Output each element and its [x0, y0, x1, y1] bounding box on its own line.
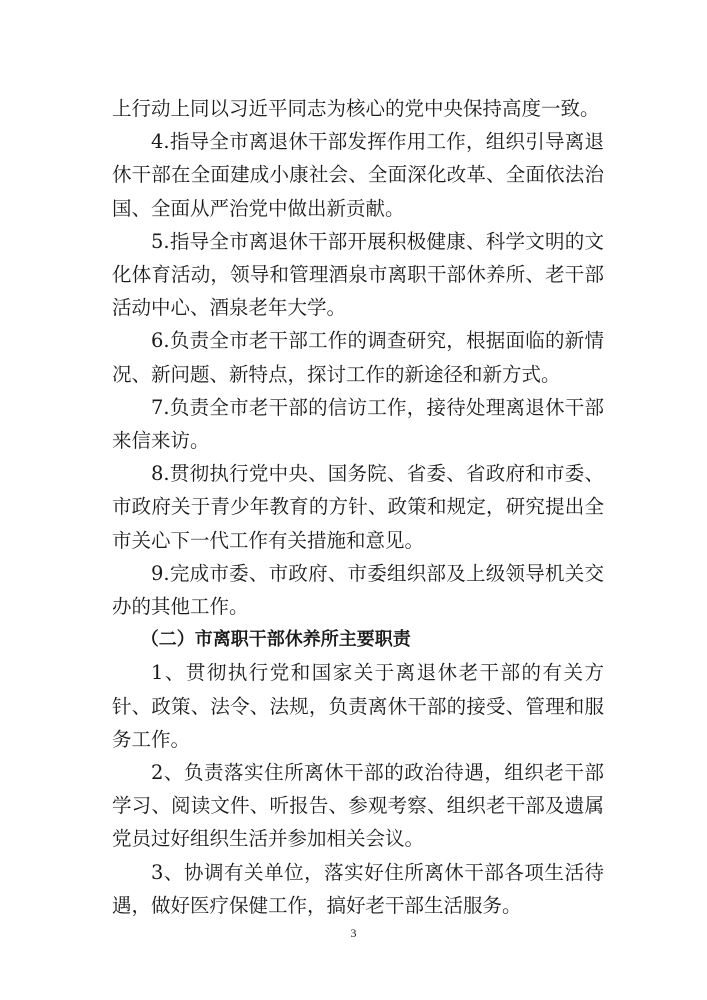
paragraph-item-8: 8.贯彻执行党中央、国务院、省委、省政府和市委、市政府关于青少年教育的方针、政策和规定，研究提出全市关心下一代工作有关措施和意见。 [112, 462, 604, 552]
section-paragraph-3: 3、协调有关单位，落实好住所离休干部各项生活待遇，做好医疗保健工作，搞好老干部生活服务。 [112, 860, 604, 917]
section-heading: （二）市离职干部休养所主要职责 [140, 629, 411, 651]
page-number: 3 [350, 926, 357, 940]
paragraph-item-5: 5.指导全市离退休干部开展积极健康、科学文明的文化体育活动，领导和管理酒泉市离职干部休养所、老干部活动中心、酒泉老年大学。 [112, 229, 604, 320]
paragraph-item-4: 4.指导全市离退休干部发挥作用工作，组织引导离退休干部在全面建成小康社会、全面深化改革、全面依法治国、全面从严治党中做出新贡献。 [112, 130, 604, 220]
paragraph-item-7: 7.负责全市老干部的信访工作，接待处理离退休干部来信来访。 [112, 395, 604, 453]
paragraph-item-9: 9.完成市委、市政府、市委组织部及上级领导机关交办的其他工作。 [112, 561, 604, 619]
paragraph-continuation: 上行动上同以习近平同志为核心的党中央保持高度一致。 [112, 97, 600, 120]
section-paragraph-2: 2、负责落实住所离休干部的政治待遇，组织老干部学习、阅读文件、听报告、参观考察、组织老干部及遗属党员过好组织生活并参加相关会议。 [112, 761, 604, 851]
document-body [112, 92, 604, 922]
section-paragraph-1: 1、贯彻执行党和国家关于离退休老干部的有关方针、政策、法令、法规，负责离休干部的接受、管理和服务工作。 [112, 661, 604, 751]
paragraph-item-6: 6.负责全市老干部工作的调查研究，根据面临的新情况、新问题、新特点，探讨工作的新途径和新方式。 [112, 329, 604, 386]
